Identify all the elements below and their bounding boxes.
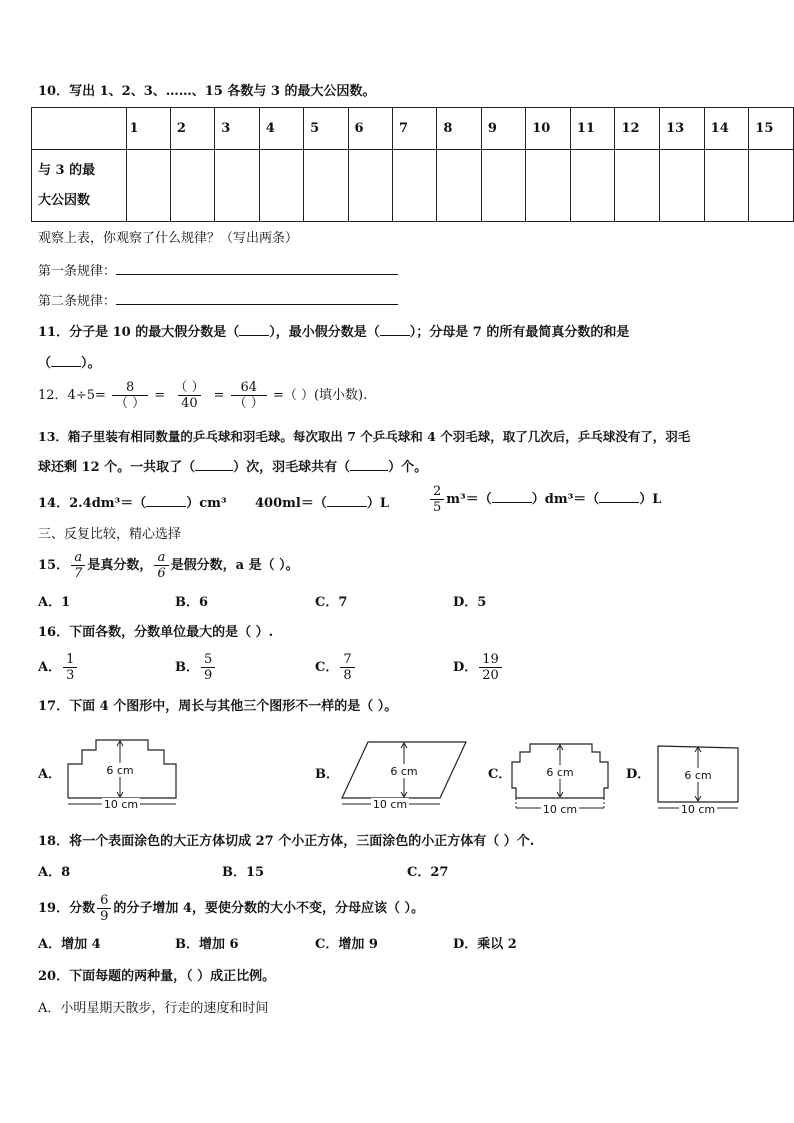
q19-stem (38, 893, 424, 924)
q13-text-b: ）次，羽毛球共有（ (233, 460, 351, 475)
q14-part-a (38, 494, 227, 513)
q14-fraction (430, 484, 444, 515)
q15-f2-num: a (157, 550, 166, 565)
q18-option-c[interactable]: C．27 (407, 865, 449, 880)
q10-observe: 观察上表，你观察了什么规律？（写出两条） (38, 231, 299, 246)
q20-option-a[interactable]: A．小明星期天散步，行走的速度和时间 (38, 1001, 269, 1016)
q13-blank-1[interactable] (195, 458, 233, 471)
q12-fraction-3 (231, 380, 267, 411)
q17-b-height-label: 6 cm (390, 765, 418, 778)
q12-f3-num: 64 (240, 380, 258, 395)
q12-tail: =（ ）(填小数). (272, 388, 368, 403)
q14-part-b (255, 494, 389, 513)
q16-option-d[interactable] (453, 652, 504, 683)
q15-option-a[interactable]: A．1 (38, 595, 71, 610)
q17-figure-c[interactable] (508, 738, 614, 818)
q16-b-fraction (201, 652, 215, 683)
q14-a-post: ）cm³ (186, 496, 227, 511)
table-header-cell: 2 (170, 108, 214, 150)
q16-c-label: C． (315, 660, 339, 675)
q13-text-c: ）个。 (388, 460, 428, 475)
table-header-cell: 5 (304, 108, 348, 150)
q19-option-a[interactable]: A．增加 4 (38, 937, 101, 952)
gcd-table (31, 107, 794, 222)
q14-blank-c2[interactable] (599, 490, 639, 503)
q15-option-d[interactable]: D．5 (453, 595, 487, 610)
q16-option-a[interactable] (38, 652, 79, 683)
answer-cell[interactable] (170, 150, 214, 222)
q17-option-c-label[interactable]: C． (488, 767, 512, 782)
table-answer-row (32, 150, 794, 222)
q16-c-num: 7 (343, 652, 352, 667)
q17-figure-d[interactable] (650, 740, 746, 816)
table-header-cell: 1 (126, 108, 170, 150)
table-header-cell: 13 (660, 108, 705, 150)
q16-d-den: 20 (479, 667, 502, 683)
q11-text-e: ）。 (81, 356, 101, 371)
q15-fraction-1 (71, 550, 85, 581)
q13-text-a: 球还剩 12 个。一共取了（ (38, 460, 196, 475)
q15-t2: 是假分数，a 是（ ）。 (170, 558, 299, 573)
q11-text-a: 11．分子是 10 的最大假分数是（ (38, 325, 240, 340)
table-header-cell: 3 (215, 108, 259, 150)
q16-a-label: A． (38, 660, 62, 675)
q17-figure-b[interactable] (336, 736, 472, 814)
answer-cell[interactable] (259, 150, 303, 222)
answer-cell[interactable] (481, 150, 525, 222)
q15-fraction-2 (154, 550, 168, 581)
q11-text-c: ）；分母是 7 的所有最简真分数的和是 (409, 325, 630, 340)
rule1-label: 第一条规律： (38, 264, 117, 279)
q16-c-den: 8 (340, 667, 354, 683)
q15-f2-den: 6 (154, 565, 168, 581)
q12-fraction-2 (171, 380, 207, 411)
q13-line1: 13．箱子里装有相同数量的乒乓球和羽毛球。每次取出 7 个乒乓球和 4 个羽毛球，取了几次后，乒乓球没有了，羽毛 (38, 429, 691, 444)
q12-eq-2: = (213, 388, 225, 403)
q12-prefix: 12．4÷5= (38, 388, 106, 403)
table-header-cell: 4 (259, 108, 303, 150)
q18-option-a[interactable]: A．8 (38, 865, 71, 880)
answer-cell[interactable] (526, 150, 571, 222)
q17-stem: 17．下面 4 个图形中，周长与其他三个图形不一样的是（ ）。 (38, 699, 398, 714)
q10-stem: 10．写出 1、2、3、……、15 各数与 3 的最大公因数。 (38, 84, 376, 99)
q14-c-mid: m³＝（ (446, 492, 492, 507)
q17-c-height-label: 6 cm (546, 766, 574, 779)
q16-d-label: D． (453, 660, 478, 675)
q16-stem: 16．下面各数，分数单位最大的是（ ）. (38, 625, 274, 640)
q17-d-height-label: 6 cm (684, 769, 712, 782)
answer-cell[interactable] (615, 150, 660, 222)
answer-cell[interactable] (570, 150, 615, 222)
q10-rule2 (38, 292, 398, 311)
q19-option-c[interactable]: C．增加 9 (315, 937, 378, 952)
answer-cell[interactable] (704, 150, 749, 222)
q19-pre: 19．分数 (38, 901, 96, 916)
q15-option-c[interactable]: C．7 (315, 595, 348, 610)
q17-option-b-label[interactable]: B． (315, 767, 339, 782)
q16-d-num: 19 (482, 652, 499, 667)
q16-option-b[interactable] (175, 652, 217, 683)
q19-den: 9 (97, 908, 111, 924)
table-corner-cell (32, 108, 127, 150)
rule1-blank[interactable] (116, 262, 398, 275)
rule2-label: 第二条规律： (38, 294, 117, 309)
q15-option-b[interactable]: B．6 (175, 595, 209, 610)
q12-f3-den[interactable]: （ ） (231, 395, 267, 411)
q19-post: 的分子增加 4，要使分数的大小不变，分母应该（ ）。 (113, 901, 424, 916)
answer-cell[interactable] (749, 150, 794, 222)
q14-blank-b[interactable] (327, 494, 367, 507)
q14-c-den: 5 (430, 499, 444, 515)
q13-blank-2[interactable] (350, 458, 388, 471)
q16-c-fraction (340, 652, 354, 683)
row-label-line1: 与 3 的最 (38, 162, 96, 178)
q17-a-height-label: 6 cm (106, 764, 134, 777)
table-header-cell: 8 (437, 108, 481, 150)
q18-stem: 18．将一个表面涂色的大正方体切成 27 个小正方体，三面涂色的小正方体有（ ）个. (38, 834, 535, 849)
q17-a-width-label: 10 cm (103, 798, 139, 811)
row-label-line2: 大公因数 (38, 192, 91, 208)
table-header-cell: 14 (704, 108, 749, 150)
q16-b-den: 9 (201, 667, 215, 683)
q16-b-label: B． (175, 660, 199, 675)
q12-f1-num: 8 (125, 380, 135, 395)
table-header-cell: 7 (392, 108, 436, 150)
answer-cell[interactable] (304, 150, 348, 222)
q17-option-a-label[interactable]: A． (38, 767, 62, 782)
answer-cell[interactable] (215, 150, 259, 222)
q15-num: 15． (38, 558, 70, 573)
q14-part-c (428, 484, 661, 515)
q12-line (38, 380, 367, 411)
q12-f2-num[interactable]: （ ） (174, 380, 205, 395)
q19-num: 6 (100, 893, 109, 908)
table-header-cell: 9 (481, 108, 525, 150)
q15-stem (38, 550, 299, 581)
table-row-label (32, 150, 127, 222)
table-header-cell: 15 (749, 108, 794, 150)
q16-a-num: 1 (66, 652, 75, 667)
q15-f1-den: 7 (71, 565, 85, 581)
q17-d-width-label: 10 cm (680, 803, 716, 816)
q14-blank-c1[interactable] (492, 490, 532, 503)
q11-blank-1[interactable] (239, 323, 269, 336)
table-header-cell: 6 (348, 108, 392, 150)
table-header-cell: 11 (570, 108, 615, 150)
table-header-cell: 12 (615, 108, 660, 150)
q12-fraction-1 (112, 380, 148, 411)
answer-cell[interactable] (348, 150, 392, 222)
q14-b-pre: 400ml＝（ (255, 496, 327, 511)
q14-blank-a[interactable] (146, 494, 186, 507)
q17-c-width-label: 10 cm (542, 803, 578, 816)
q17-option-d-label[interactable]: D． (626, 767, 651, 782)
q19-option-b[interactable]: B．增加 6 (175, 937, 239, 952)
q12-f2-den: 40 (178, 395, 201, 411)
q17-b-width-label: 10 cm (372, 798, 408, 811)
q11-line2 (38, 354, 101, 373)
q18-option-b[interactable]: B．15 (222, 865, 265, 880)
q20-stem: 20．下面每题的两种量，（ ）成正比例。 (38, 969, 276, 984)
answer-cell[interactable] (437, 150, 481, 222)
section-3-heading: 三、反复比较，精心选择 (38, 527, 182, 542)
table-header-row (32, 108, 794, 150)
q16-d-fraction (479, 652, 502, 683)
q15-f1-num: a (74, 550, 83, 565)
q12-eq-1: = (154, 388, 166, 403)
q11-line1 (38, 323, 629, 342)
q13-line2 (38, 458, 427, 477)
q14-c-post: ）L (639, 492, 662, 507)
q11-text-b: ），最小假分数是（ (269, 325, 380, 340)
q10-rule1 (38, 262, 398, 281)
q11-blank-3[interactable] (51, 354, 81, 367)
q16-a-den: 3 (63, 667, 77, 683)
q11-text-d: （ (38, 356, 52, 371)
answer-cell[interactable] (392, 150, 436, 222)
q14-a-pre: 14．2.4dm³＝（ (38, 496, 147, 511)
q19-option-d[interactable]: D．乘以 2 (453, 937, 517, 952)
answer-cell[interactable] (126, 150, 170, 222)
table-header-cell: 10 (526, 108, 571, 150)
answer-cell[interactable] (660, 150, 705, 222)
q19-fraction (97, 893, 111, 924)
q16-option-c[interactable] (315, 652, 357, 683)
q15-t1: 是真分数， (87, 558, 153, 573)
rule2-blank[interactable] (116, 292, 398, 305)
q17-figure-a[interactable] (62, 736, 182, 814)
q14-b-post: ）L (366, 496, 389, 511)
q16-b-num: 5 (204, 652, 213, 667)
q11-blank-2[interactable] (380, 323, 410, 336)
q16-a-fraction (63, 652, 77, 683)
q14-c-num: 2 (433, 484, 442, 499)
q12-f1-den[interactable]: （ ） (112, 395, 148, 411)
q14-c-mid2: ）dm³＝（ (531, 492, 600, 507)
